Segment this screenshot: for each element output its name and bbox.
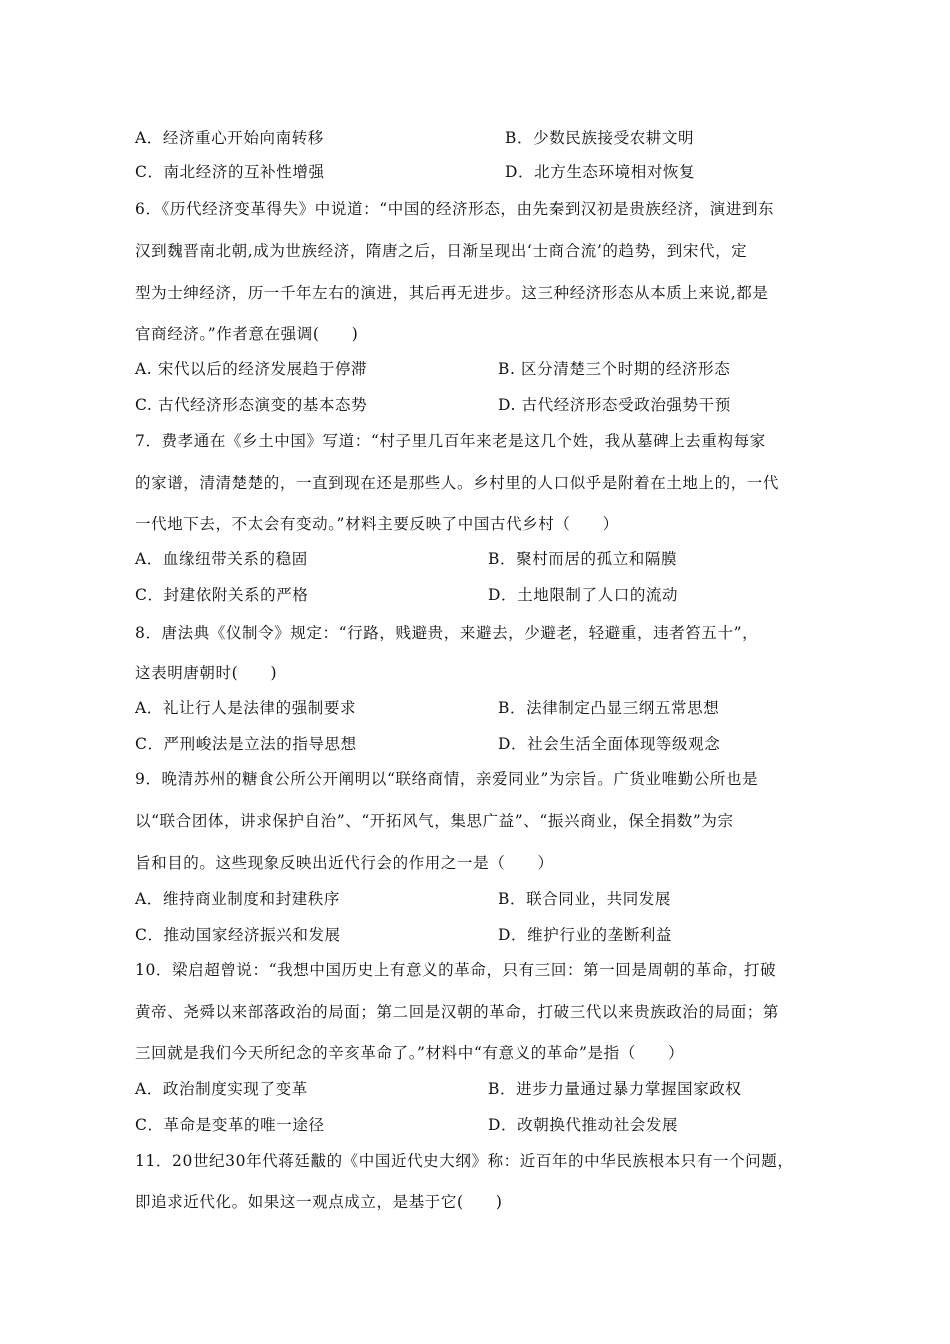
q11-stem-line-1: 11．20世纪30年代蒋廷黻的《中国近代史大纲》称：近百年的中华民族根本只有一个问题， bbox=[135, 1152, 794, 1170]
q7-option-d: D．土地限制了人口的流动 bbox=[488, 586, 679, 604]
q8-option-b: B．法律制定凸显三纲五常思想 bbox=[498, 699, 720, 717]
q8-stem-line-2: 这表明唐朝时( ) bbox=[135, 664, 278, 682]
q8-stem-line-1: 8．唐法典《仪制令》规定：“行路，贱避贵，来避去，少避老，轻避重，违者笞五十”， bbox=[135, 624, 759, 642]
q8-option-c: C．严刑峻法是立法的指导思想 bbox=[135, 735, 357, 753]
q6-stem-line-4: 官商经济。”作者意在强调( ) bbox=[135, 325, 359, 343]
q6-option-d: D. 古代经济形态受政治强势干预 bbox=[498, 396, 731, 414]
q8-option-a: A．礼让行人是法律的强制要求 bbox=[135, 699, 357, 717]
q6-stem-line-1: 6．《历代经济变革得失》中说道：“中国的经济形态，由先秦到汉初是贵族经济，演进到东 bbox=[135, 200, 775, 218]
q6-option-a: A. 宋代以后的经济发展趋于停滞 bbox=[135, 360, 368, 378]
q11-stem-line-2: 即追求近代化。如果这一观点成立，是基于它( ) bbox=[135, 1193, 503, 1211]
q9-option-c: C．推动国家经济振兴和发展 bbox=[135, 926, 341, 944]
q9-option-b: B．联合同业，共同发展 bbox=[498, 890, 671, 908]
q7-option-a: A．血缘纽带关系的稳固 bbox=[135, 550, 308, 568]
q5-option-d: D．北方生态环境相对恢复 bbox=[505, 163, 696, 181]
q10-option-b: B．进步力量通过暴力掌握国家政权 bbox=[488, 1080, 742, 1098]
q7-stem-line-2: 的家谱，清清楚楚的，一直到现在还是那些人。乡村里的人口似乎是附着在土地上的，一代 bbox=[135, 474, 780, 492]
q7-stem-line-1: 7．费孝通在《乡土中国》写道：“村子里几百年来老是这几个姓，我从墓碑上去重构每家 bbox=[135, 432, 766, 450]
q9-stem-line-3: 旨和目的。这些现象反映出近代行会的作用之一是（ ） bbox=[135, 854, 554, 872]
q5-option-c: C．南北经济的互补性增强 bbox=[135, 163, 325, 181]
q10-option-a: A．政治制度实现了变革 bbox=[135, 1080, 308, 1098]
q7-option-c: C．封建依附关系的严格 bbox=[135, 586, 309, 604]
q5-option-b: B．少数民族接受农耕文明 bbox=[505, 129, 695, 147]
q8-option-d: D．社会生活全面体现等级观念 bbox=[498, 735, 721, 753]
q7-option-b: B．聚村而居的孤立和隔膜 bbox=[488, 550, 678, 568]
q6-stem-line-2: 汉到魏晋南北朝,成为世族经济，隋唐之后，日渐呈现出‘士商合流’的趋势，到宋代，定 bbox=[135, 242, 748, 260]
q10-option-d: D．改朝换代推动社会发展 bbox=[488, 1116, 679, 1134]
q10-option-c: C．革命是变革的唯一途径 bbox=[135, 1116, 325, 1134]
q6-stem-line-3: 型为士绅经济，历一千年左右的演进，其后再无进步。这三种经济形态从本质上来说,都是 bbox=[135, 284, 769, 302]
q10-stem-line-1: 10．梁启超曾说：“我想中国历史上有意义的革命，只有三回：第一回是周朝的革命，打破 bbox=[135, 961, 777, 979]
q9-option-d: D．维护行业的垄断利益 bbox=[498, 926, 673, 944]
q9-option-a: A．维持商业制度和封建秩序 bbox=[135, 890, 340, 908]
q10-stem-line-2: 黄帝、尧舜以来部落政治的局面；第二回是汉朝的革命，打破三代以来贵族政治的局面；第 bbox=[135, 1003, 780, 1021]
q9-stem-line-1: 9．晚清苏州的糖食公所公开阐明以“联络商情，亲爱同业”为宗旨。广货业唯勤公所也是 bbox=[135, 770, 759, 788]
q6-option-c: C. 古代经济形态演变的基本态势 bbox=[135, 396, 368, 414]
q6-option-b: B. 区分清楚三个时期的经济形态 bbox=[498, 360, 731, 378]
q10-stem-line-3: 三回就是我们今天所纪念的辛亥革命了。”材料中“有意义的革命”是指（ ） bbox=[135, 1044, 685, 1062]
q7-stem-line-3: 一代地下去，不太会有变动。”材料主要反映了中国古代乡村（ ） bbox=[135, 515, 619, 533]
q9-stem-line-2: 以“联合团体，讲求保护自治”、“开拓风气，集思广益”、“振兴商业，保全捐数”为宗 bbox=[135, 812, 734, 830]
q5-option-a: A．经济重心开始向南转移 bbox=[135, 129, 324, 147]
